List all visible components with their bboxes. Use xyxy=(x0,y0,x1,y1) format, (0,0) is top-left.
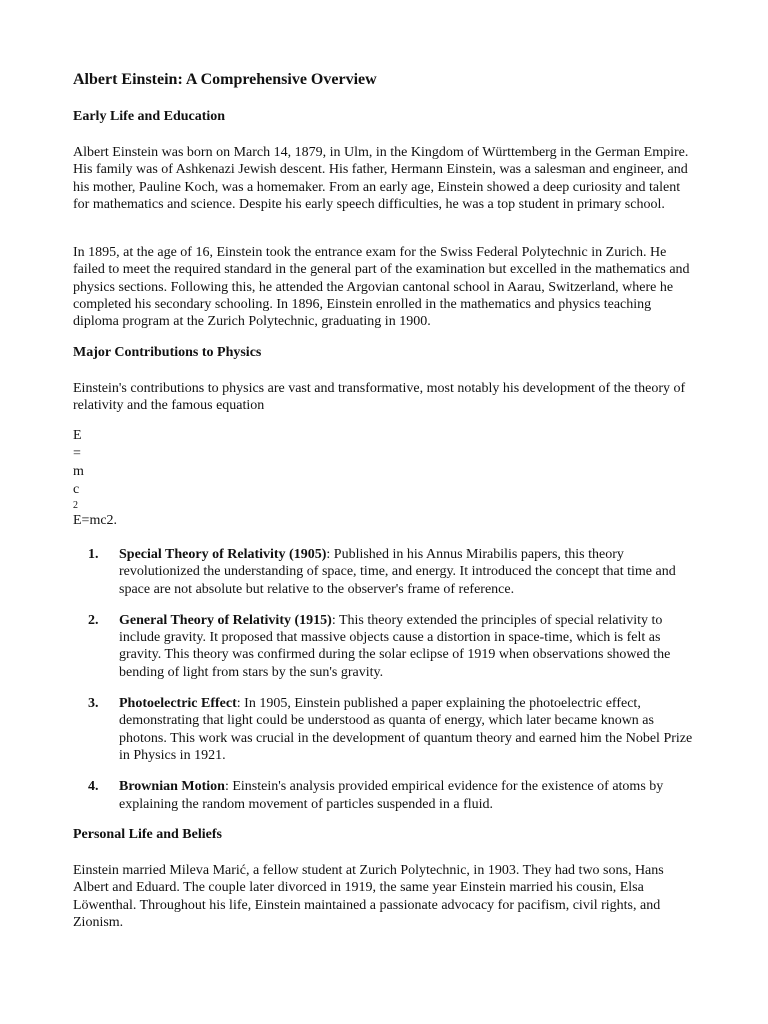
list-item-term: Special Theory of Relativity (1905) xyxy=(119,547,327,562)
paragraph-early-life-2: In 1895, at the age of 16, Einstein took the entrance exam for the Swiss Federal Polytechnic in Zurich. He failed to meet the required standard in the general part of the examination but excelled in the mathematics and physics sections. Following this, he attended the Argovian cantonal school in Aarau, Switzerland, where he completed his secondary schooling. In 1896, Einstein enrolled in the mathematics and physics teaching diploma program at the Zurich Polytechnic, graduating in 1900. xyxy=(73,245,690,330)
list-item xyxy=(73,695,698,764)
paragraph-personal-1: Einstein married Mileva Marić, a fellow student at Zurich Polytechnic, in 1903. They had two sons, Hans Albert and Eduard. The couple later divorced in 1919, the same year Einstein married his cousin, Elsa Löwenthal. Throughout his life, Einstein maintained a passionate advocacy for pacifism, civil rights, and Zionism. xyxy=(73,863,664,930)
list-item-term: Brownian Motion xyxy=(119,779,225,795)
list-item xyxy=(73,546,698,598)
list-item-term: General Theory of Relativity (1915) xyxy=(119,612,332,628)
section-heading-contributions: Major Contributions to Physics xyxy=(73,345,262,360)
paragraph-contributions-intro: Einstein's contributions to physics are vast and transformative, most notably his development of the theory of relativity and the famous equation xyxy=(73,381,686,414)
equation-glyph-exponent: 2 xyxy=(73,500,78,511)
list-item-text: : Einstein's analysis provided empirical evidence for the existence of atoms by explaining the random movement of particles suspended in a fluid. xyxy=(119,779,664,812)
list-item-text: : This theory extended the principles of special relativity to include gravity. It proposed that massive objects cause a distortion in space-time, which is felt as gravity. This theory was confirmed during the solar eclipse of 1919 when observations showed the bending of light from stars by the sun's gravity. xyxy=(119,612,671,680)
list-item-number: 3. xyxy=(88,696,99,712)
list-item-number: 1. xyxy=(88,547,99,562)
list-item-term: Photoelectric Effect xyxy=(119,696,237,712)
list-item-number: 2. xyxy=(88,612,99,628)
contributions-list xyxy=(73,546,698,813)
equation-glyph-e: E xyxy=(73,428,82,443)
list-item xyxy=(73,778,698,813)
equation-glyph-m: m xyxy=(73,464,84,479)
list-item-text: : Published in his Annus Mirabilis papers, this theory revolutionized the understanding of space, time, and energy. It introduced the concept that time and space are not absolute but relative to the observer's frame of reference. xyxy=(119,547,676,597)
list-item-text: : In 1905, Einstein published a paper explaining the photoelectric effect, demonstrating that light could be understood as quanta of energy, which later became known as photons. This work was crucial in the development of quantum theory and earned him the Nobel Prize in Physics in 1921. xyxy=(119,696,693,763)
section-heading-personal: Personal Life and Beliefs xyxy=(73,827,222,842)
equation-inline: E=mc2. xyxy=(73,513,118,528)
page-title: Albert Einstein: A Comprehensive Overview xyxy=(73,71,377,88)
equation-block xyxy=(73,427,698,530)
list-item xyxy=(73,612,698,681)
section-heading-early-life: Early Life and Education xyxy=(73,109,226,124)
list-item-number: 4. xyxy=(88,779,99,795)
paragraph-early-life-1: Albert Einstein was born on March 14, 1879, in Ulm, in the Kingdom of Württemberg in the German Empire. His family was of Ashkenazi Jewish descent. His father, Hermann Einstein, was a salesman and engineer, and his mother, Pauline Koch, was a homemaker. From an early age, Einstein showed a deep curiosity and talent for mathematics and science. Despite his early speech difficulties, he was a top student in primary school. xyxy=(73,145,689,212)
equation-glyph-c: c xyxy=(73,482,80,497)
equation-glyph-equals: = xyxy=(73,446,81,461)
